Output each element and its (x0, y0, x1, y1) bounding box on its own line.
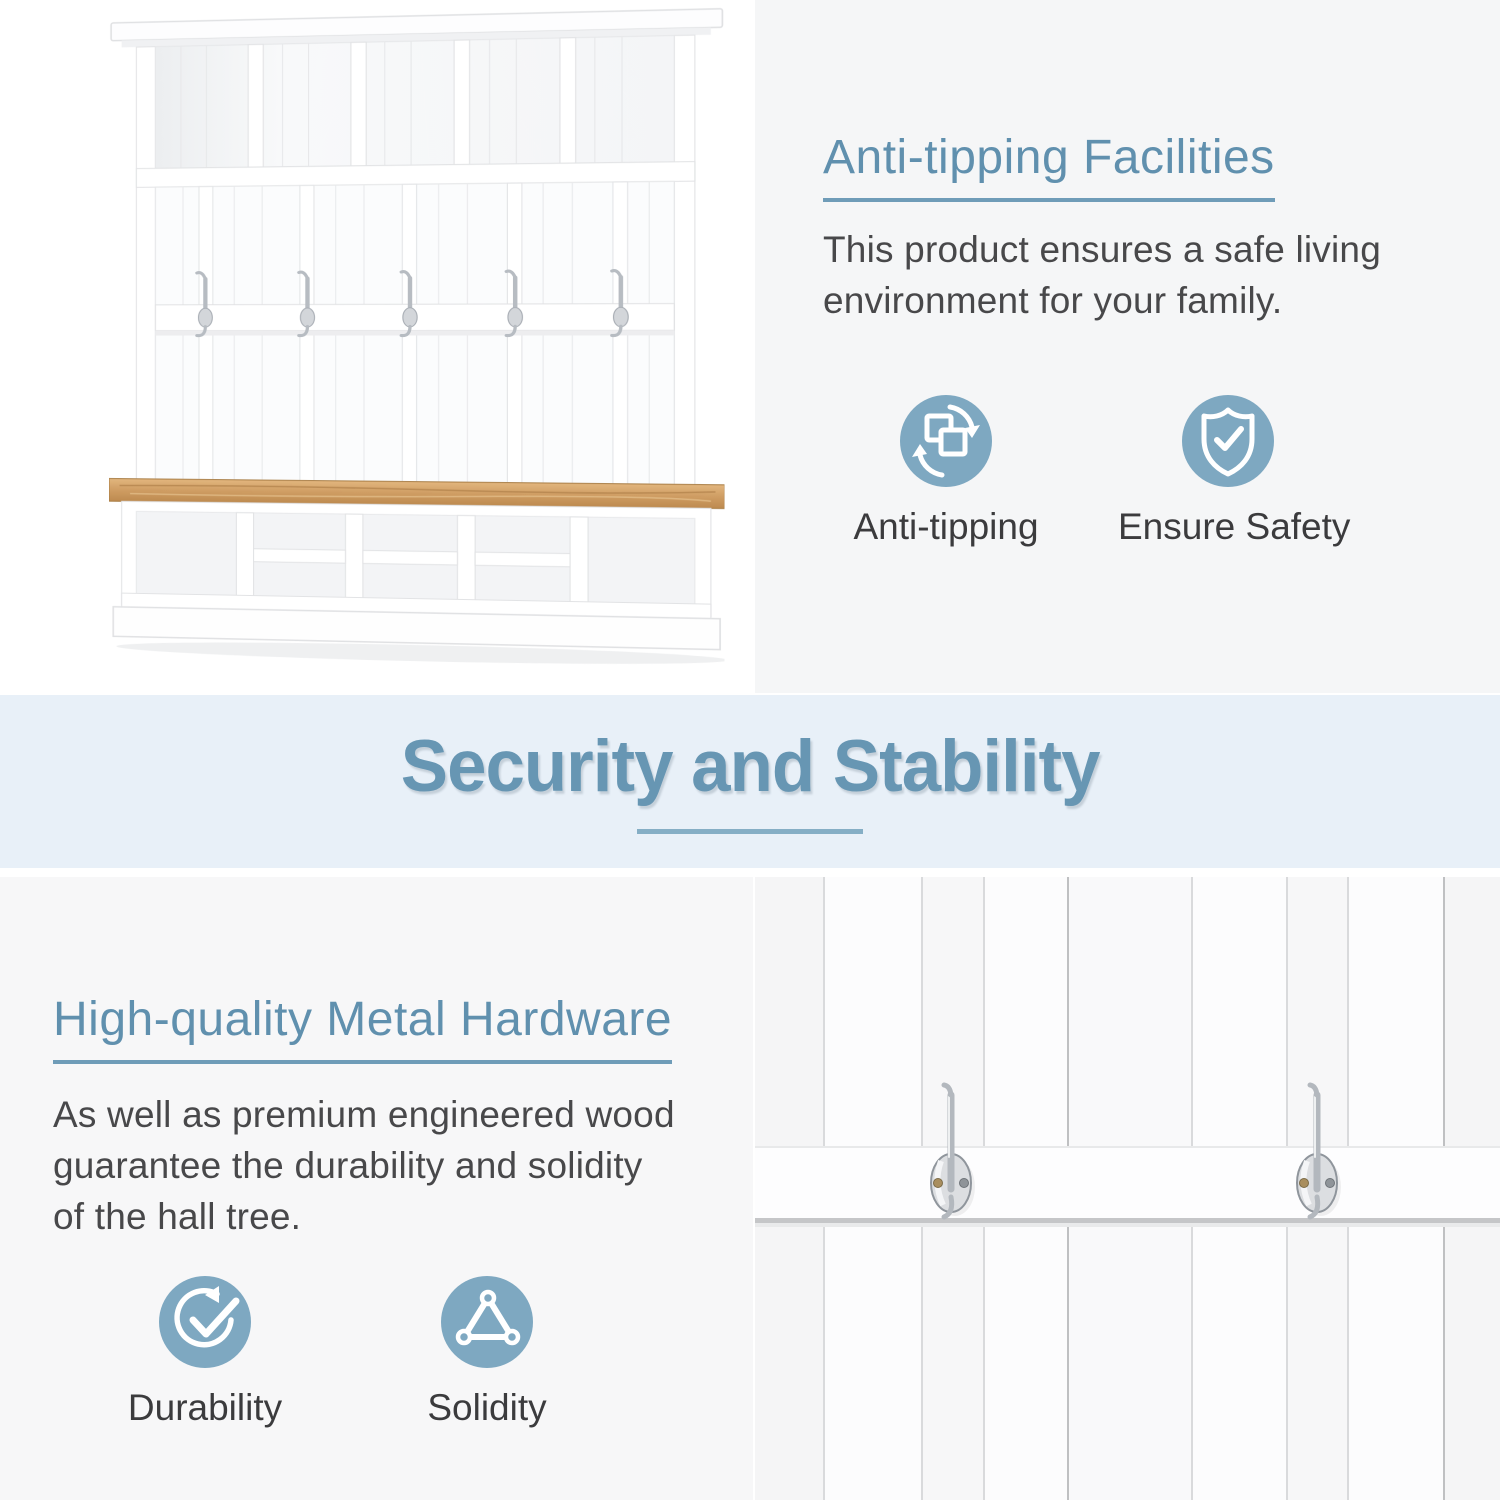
product-image-panel (0, 0, 755, 693)
hall-tree-product-image (109, 7, 725, 672)
sync-squares-icon (900, 395, 992, 487)
feature-label: Durability (127, 1387, 283, 1428)
panel-hooks-photo (755, 877, 1500, 1500)
security-stability-banner (0, 695, 1500, 868)
hardware-closeup-photo (755, 877, 1500, 1500)
metal-hardware-body (53, 1089, 675, 1242)
anti-tipping-heading: Anti-tipping Facilities (823, 130, 1275, 202)
body-line: This product ensures a safe living (823, 229, 1381, 270)
metal-hardware-section (0, 877, 753, 1500)
circular-arrow-check-icon (159, 1276, 251, 1368)
metal-hardware-heading: High-quality Metal Hardware (53, 992, 672, 1064)
feature-label: Ensure Safety (1118, 506, 1351, 547)
anti-tipping-body (823, 224, 1381, 326)
body-line: As well as premium engineered wood (53, 1094, 675, 1135)
shield-check-icon (1182, 395, 1274, 487)
feature-label: Anti-tipping (853, 506, 1039, 547)
body-line: environment for your family. (823, 280, 1283, 321)
anti-tipping-section (755, 0, 1500, 693)
body-line: guarantee the durability and solidity (53, 1145, 643, 1186)
feature-solidity (377, 1276, 597, 1429)
body-line: of the hall tree. (53, 1196, 302, 1237)
feature-anti-tipping (836, 395, 1056, 548)
feature-durability (95, 1276, 315, 1429)
triangle-nodes-icon (441, 1276, 533, 1368)
feature-label: Solidity (427, 1387, 547, 1428)
feature-ensure-safety (1118, 395, 1351, 548)
banner-title: Security and Stability (400, 726, 1100, 807)
banner-underline (637, 829, 863, 834)
